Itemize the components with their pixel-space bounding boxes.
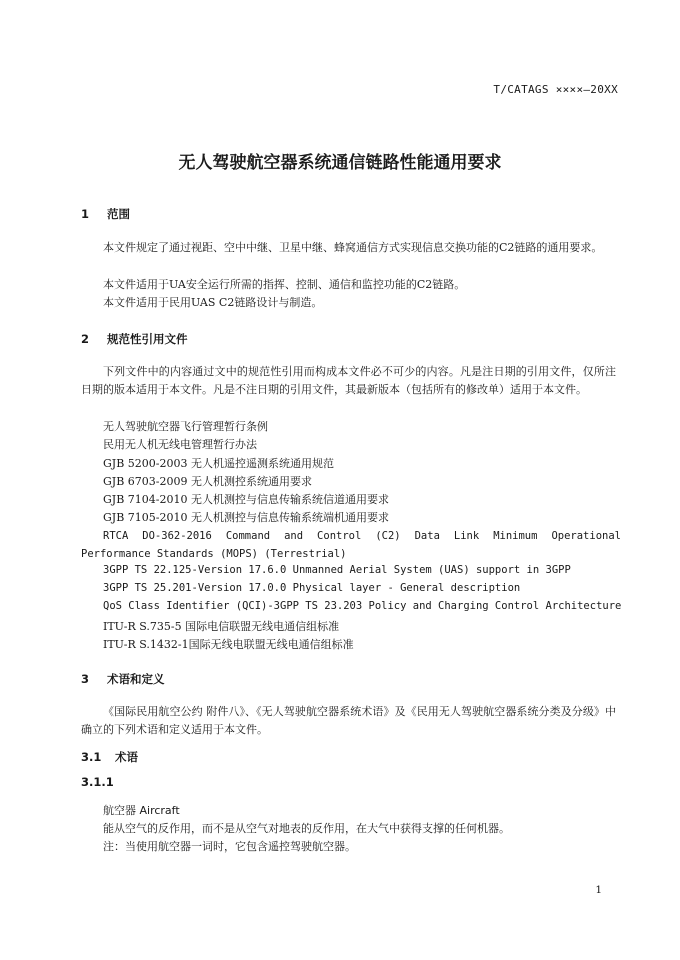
section-number: 3: [81, 672, 90, 686]
section-heading-scope: [81, 206, 130, 222]
reference-item: ITU-R S.1432-1国际无线电联盟无线电通信组标准: [103, 638, 354, 651]
page-number: 1: [595, 884, 602, 896]
reference-item: ITU-R S.735-5 国际电信联盟无线电通信组标准: [103, 620, 340, 633]
reference-item: GJB 5200-2003 无人机遥控遥测系统通用规范: [103, 457, 334, 470]
term-entry: 航空器 Aircraft: [103, 804, 180, 817]
document-code: T/CATAGS ××××—20XX: [493, 83, 618, 96]
paragraph: 本文件适用于民用UAS C2链路设计与制造。: [103, 296, 323, 309]
section-title: 范围: [107, 207, 131, 221]
reference-item: 3GPP TS 25.201-Version 17.0.0 Physical layer - General description: [103, 582, 521, 594]
section-number: 1: [81, 207, 90, 221]
term-number: 3.1.1: [81, 775, 114, 789]
document-title: 无人驾驶航空器系统通信链路性能通用要求: [178, 153, 502, 173]
paragraph: 本文件适用于UA安全运行所需的指挥、控制、通信和监控功能的C2链路。: [103, 278, 466, 291]
reference-item: 民用无人机无线电管理暂行办法: [103, 438, 257, 451]
reference-item: GJB 7105-2010 无人机测控与信息传输系统端机通用要求: [103, 511, 389, 524]
section-heading-terms: [81, 671, 165, 687]
term-note: 注：当使用航空器一词时，它包含遥控驾驶航空器。: [103, 840, 356, 853]
reference-item: RTCA DO-362-2016 Command and Control (C2) Data Link Minimum Operational Performance Standards (MOPS) (Terrestrial): [81, 530, 621, 560]
reference-item: GJB 7104-2010 无人机测控与信息传输系统信道通用要求: [103, 493, 389, 506]
reference-item: QoS Class Identifier (QCI)-3GPP TS 23.203 Policy and Charging Control Architecture: [103, 600, 622, 612]
reference-item: 3GPP TS 22.125-Version 17.6.0 Unmanned Aerial System (UAS) support in 3GPP: [103, 564, 571, 576]
reference-item: 无人驾驶航空器飞行管理暂行条例: [103, 420, 268, 433]
section-heading-normative-references: [81, 331, 188, 347]
paragraph: 《国际民用航空公约 附件八》、《无人驾驶航空器系统术语》及《民用无人驾驶航空器系统分类及分级》中确立的下列术语和定义适用于本文件。: [81, 705, 616, 736]
subsection-title: 术语: [115, 750, 139, 764]
section-title: 规范性引用文件: [107, 332, 188, 346]
paragraph: 本文件规定了通过视距、空中中继、卫星中继、蜂窝通信方式实现信息交换功能的C2链路的通用要求。: [103, 241, 603, 254]
section-number: 2: [81, 332, 90, 346]
term-definition: 能从空气的反作用，而不是从空气对地表的反作用，在大气中获得支撑的任何机器。: [103, 822, 510, 835]
subsection-heading: [81, 749, 138, 765]
section-title: 术语和定义: [107, 672, 165, 686]
reference-item: GJB 6703-2009 无人机测控系统通用要求: [103, 475, 312, 488]
paragraph: 下列文件中的内容通过文中的规范性引用而构成本文件必不可少的内容。凡是注日期的引用文件，仅所注日期的版本适用于本文件。凡是不注日期的引用文件，其最新版本（包括所有的修改单）适用于本文件。: [81, 365, 616, 396]
subsection-number: 3.1: [81, 750, 102, 764]
